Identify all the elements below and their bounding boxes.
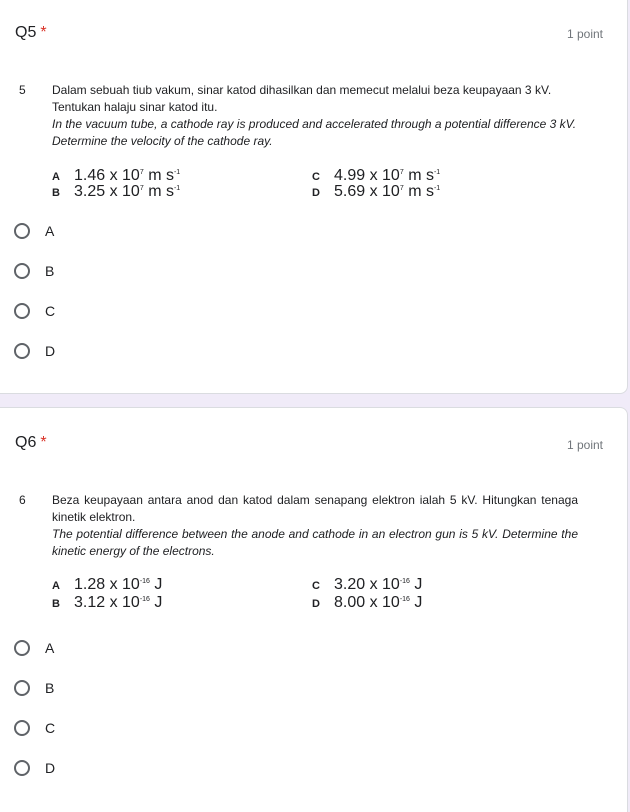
question-text-english: The potential difference between the anode and cathode in an electron gun is 5 kV. Determine the kinetic energy of the electrons. xyxy=(52,527,578,558)
question-number-title: Q6 xyxy=(15,434,37,451)
required-asterisk: * xyxy=(40,434,47,451)
radio-circle-icon[interactable] xyxy=(14,680,30,696)
radio-label: D xyxy=(45,760,56,776)
points-label: 1 point xyxy=(566,438,603,452)
option-unit: m s xyxy=(148,167,174,184)
option-mantissa: 3.25 x 10 xyxy=(74,183,140,200)
option-exponent: -16 xyxy=(139,578,150,585)
option-mantissa: 3.20 x 10 xyxy=(334,576,400,593)
option-letter: A xyxy=(52,580,60,592)
radio-label: A xyxy=(45,640,55,656)
option-d-value xyxy=(312,183,440,201)
option-letter: C xyxy=(312,171,320,183)
question-card-q5 xyxy=(0,0,628,394)
radio-label: B xyxy=(45,680,55,696)
question-text xyxy=(52,492,578,560)
option-unit: J xyxy=(154,576,163,593)
option-mantissa: 3.12 x 10 xyxy=(74,594,140,611)
question-text xyxy=(52,82,578,150)
option-unit-exponent: -1 xyxy=(433,185,441,192)
radio-circle-icon[interactable] xyxy=(14,720,30,736)
option-letter: D xyxy=(312,187,320,199)
option-exponent: 7 xyxy=(399,169,404,176)
question-number-title: Q5 xyxy=(15,24,37,41)
radio-option-c[interactable] xyxy=(14,301,55,321)
radio-label: C xyxy=(45,303,56,319)
option-mantissa: 5.69 x 10 xyxy=(334,183,400,200)
question-text-malay: Dalam sebuah tiub vakum, sinar katod dihasilkan dan memecut melalui beza keupayaan 3 kV. Tentukan halaju sinar katod itu. xyxy=(52,83,552,114)
question-text-malay: Beza keupayaan antara anod dan katod dalam senapang elektron ialah 5 kV. Hitungkan tenaga kinetik elektron. xyxy=(52,493,578,524)
option-exponent: -16 xyxy=(139,596,150,603)
required-asterisk: * xyxy=(40,24,47,41)
option-b-value xyxy=(52,594,162,612)
radio-circle-icon[interactable] xyxy=(14,263,30,279)
option-letter: B xyxy=(52,598,60,610)
radio-label: C xyxy=(45,720,56,736)
option-d-value xyxy=(312,594,422,612)
option-letter: C xyxy=(312,580,320,592)
option-mantissa: 1.46 x 10 xyxy=(74,167,140,184)
radio-circle-icon[interactable] xyxy=(14,640,30,656)
option-exponent: -16 xyxy=(399,596,410,603)
question-item-number: 5 xyxy=(19,83,26,97)
radio-label: B xyxy=(45,263,55,279)
radio-option-c[interactable] xyxy=(14,718,55,738)
option-unit: J xyxy=(154,594,163,611)
radio-circle-icon[interactable] xyxy=(14,343,30,359)
option-c-value xyxy=(312,576,422,594)
option-letter: D xyxy=(312,598,320,610)
option-unit: m s xyxy=(148,183,174,200)
option-unit-exponent: -1 xyxy=(173,185,181,192)
option-a-value xyxy=(52,576,162,594)
radio-circle-icon[interactable] xyxy=(14,303,30,319)
option-exponent: 7 xyxy=(139,169,144,176)
question-title xyxy=(15,24,47,42)
radio-option-a[interactable] xyxy=(14,221,54,241)
option-letter: A xyxy=(52,171,60,183)
radio-circle-icon[interactable] xyxy=(14,760,30,776)
option-mantissa: 4.99 x 10 xyxy=(334,167,400,184)
radio-option-d[interactable] xyxy=(14,341,55,361)
question-title xyxy=(15,434,47,452)
option-exponent: -16 xyxy=(399,578,410,585)
option-unit-exponent: -1 xyxy=(173,169,181,176)
option-unit: m s xyxy=(408,183,434,200)
option-unit: m s xyxy=(408,167,434,184)
radio-option-d[interactable] xyxy=(14,758,55,778)
radio-label: A xyxy=(45,223,55,239)
option-b-value xyxy=(52,183,180,201)
option-unit: J xyxy=(414,594,423,611)
radio-label: D xyxy=(45,343,56,359)
radio-circle-icon[interactable] xyxy=(14,223,30,239)
radio-option-b[interactable] xyxy=(14,678,54,698)
option-unit-exponent: -1 xyxy=(433,169,441,176)
option-mantissa: 8.00 x 10 xyxy=(334,594,400,611)
option-unit: J xyxy=(414,576,423,593)
option-letter: B xyxy=(52,187,60,199)
points-label: 1 point xyxy=(566,27,603,41)
radio-option-b[interactable] xyxy=(14,261,54,281)
option-exponent: 7 xyxy=(139,185,144,192)
question-card-q6 xyxy=(0,407,628,812)
option-exponent: 7 xyxy=(399,185,404,192)
radio-option-a[interactable] xyxy=(14,638,54,658)
question-item-number: 6 xyxy=(19,493,26,507)
option-mantissa: 1.28 x 10 xyxy=(74,576,140,593)
question-text-english: In the vacuum tube, a cathode ray is produced and accelerated through a potential difference 3 kV. Determine the velocity of the cathode ray. xyxy=(52,117,577,148)
